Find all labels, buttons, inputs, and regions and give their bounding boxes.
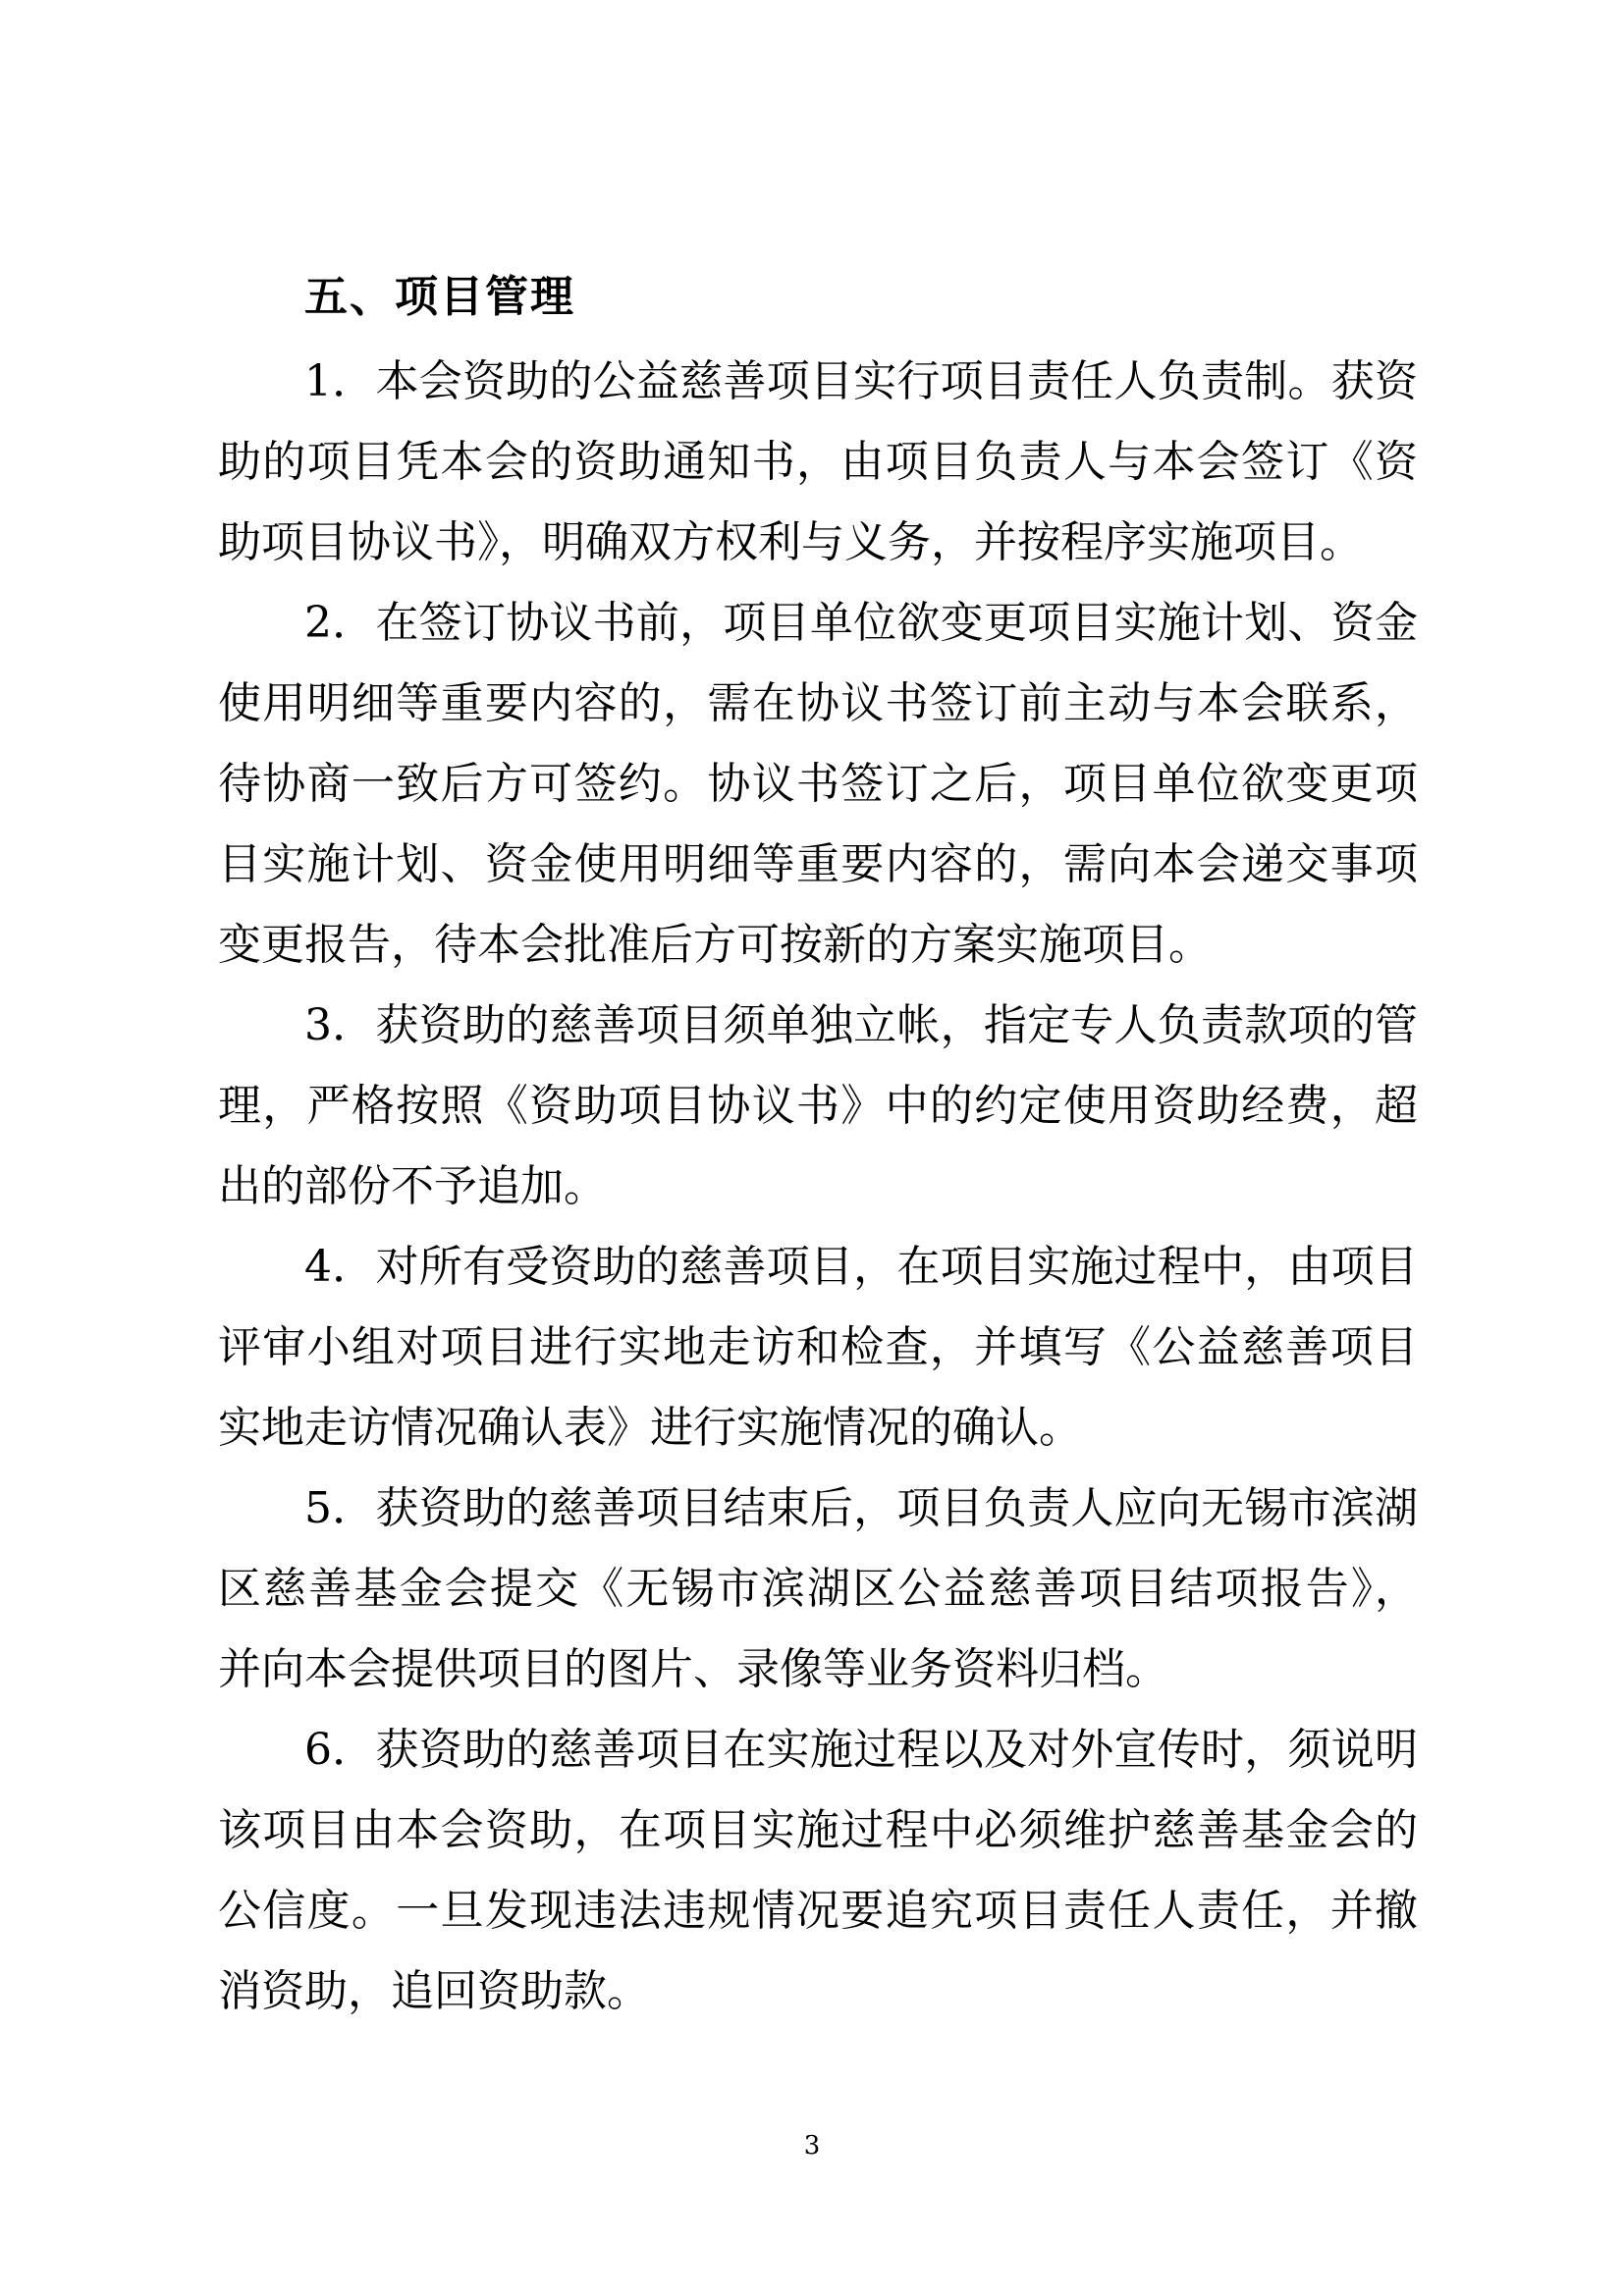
paragraph-line: 使用明细等重要内容的，需在协议书签订前主动与本会联系， (218, 678, 1418, 728)
paragraph-line: 目实施计划、资金使用明细等重要内容的，需向本会递交事项 (218, 839, 1418, 889)
paragraph-line: 评审小组对项目进行实地走访和检查，并填写《公益慈善项目 (218, 1322, 1418, 1372)
paragraph-line: 出的部份不予追加。 (218, 1161, 607, 1211)
paragraph-2 (218, 583, 1418, 986)
paragraph-line: 3．获资助的慈善项目须单独立帐，指定专人负责款项的管 (304, 1000, 1418, 1050)
paragraph-line: 助项目协议书》，明确双方权利与义务，并按程序实施项目。 (218, 517, 1363, 567)
paragraph-line: 理，严格按照《资助项目协议书》中的约定使用资助经费，超 (218, 1081, 1418, 1131)
paragraph-line: 消资助，追回资助款。 (218, 1966, 650, 2016)
paragraph-line: 助的项目凭本会的资助通知书，由项目负责人与本会签订《资 (218, 437, 1418, 487)
paragraph-line: 该项目由本会资助，在项目实施过程中必须维护慈善基金会的 (218, 1805, 1418, 1855)
paragraph-line: 2．在签订协议书前，项目单位欲变更项目实施计划、资金 (304, 598, 1418, 648)
page-number: 3 (803, 2131, 821, 2161)
paragraph-3 (218, 986, 1418, 1227)
paragraph-line: 区慈善基金会提交《无锡市滨湖区公益慈善项目结项报告》， (218, 1564, 1418, 1614)
paragraph-line: 1．本会资助的公益慈善项目实行项目责任人负责制。获资 (304, 356, 1418, 406)
section-heading: 五、项目管理 (304, 272, 575, 322)
paragraph-line: 待协商一致后方可签约。协议书签订之后，项目单位欲变更项 (218, 759, 1418, 809)
paragraph-line: 变更报告，待本会批准后方可按新的方案实施项目。 (218, 920, 1212, 970)
paragraph-line: 实地走访情况确认表》进行实施情况的确认。 (218, 1403, 1082, 1453)
paragraph-line: 公信度。一旦发现违法违规情况要追究项目责任人责任，并撤 (218, 1886, 1418, 1936)
body-text (218, 342, 1418, 2032)
paragraph-line: 5．获资助的慈善项目结束后，项目负责人应向无锡市滨湖 (304, 1483, 1418, 1533)
paragraph-6 (218, 1710, 1418, 2032)
paragraph-line: 4．对所有受资助的慈善项目，在项目实施过程中，由项目 (304, 1242, 1418, 1292)
paragraph-5 (218, 1468, 1418, 1710)
paragraph-1 (218, 342, 1418, 583)
paragraph-line: 6．获资助的慈善项目在实施过程以及对外宣传时，须说明 (304, 1725, 1418, 1775)
paragraph-4 (218, 1227, 1418, 1468)
paragraph-line: 并向本会提供项目的图片、录像等业务资料归档。 (218, 1644, 1168, 1694)
